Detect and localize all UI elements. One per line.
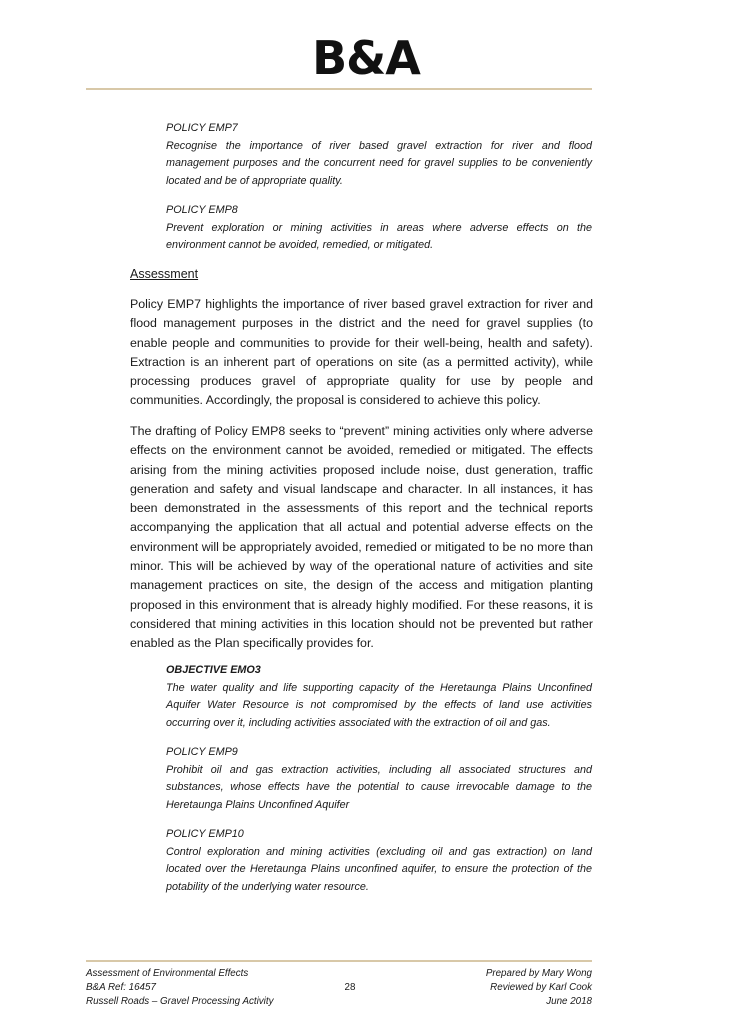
footer-prepared-by: Prepared by Mary Wong [485,968,592,979]
footer-project: Russell Roads – Gravel Processing Activity [86,995,274,1007]
assessment-heading: Assessment [130,267,199,281]
policy-emp8-block [166,202,592,255]
objective-emo3-text: The water quality and life supporting capacity of the Heretaunga Plains Unconfined Aquifer Water Resource is not compromised by the effects of land use activities occurring over it, including activities associated with the extraction of oil and gas. [166,681,592,729]
objective-emo3-heading: OBJECTIVE EMO3 [166,664,261,676]
assessment-paragraph-1: Policy EMP7 highlights the importance of river based gravel extraction for river and flood management purposes in the district and the need for gravel supplies (to enable people and communities to provide for their well-being, health and safety). Extraction is an inherent part of operations on site (as a permitted activity), while processing produces gravel of appropriate quality for use by people and communities. Accordingly, the proposal is considered to achieve this policy. [130,297,593,408]
footer-right [486,967,592,1008]
policy-emp8-heading: POLICY EMP8 [166,204,238,216]
policy-emp7-heading: POLICY EMP7 [166,122,238,134]
policy-emp9-heading: POLICY EMP9 [166,746,238,758]
header-divider [86,88,592,90]
assessment-paragraph-2: The drafting of Policy EMP8 seeks to “prevent” mining activities only where adverse effects on the environment cannot be avoided, remedied or mitigated. The effects arising from the mining activities proposed include noise, dust generation, traffic generation and safety and visual landscape and character. In all instances, it has been demonstrated in the assessments of this report and the technical reports accompanying the application that all actual and potential adverse effects on the environment will be appropriately avoided, remedied or mitigated to be no more than minor. This will be achieved by way of the operational nature of activities and site management practices on site, the design of the access and mitigation planting proposed in this environment that is already highly modified. For these reasons, it is considered that mining activities in this location should not be prevented but rather enabled as the Plan specifically provides for. [130,424,593,651]
objective-emo3-block [166,662,592,732]
footer-reviewed-by: Reviewed by Karl Cook [490,981,592,993]
company-logo: B&A [312,31,420,85]
policy-emp10-heading: POLICY EMP10 [166,828,244,840]
policy-emp9-block [166,744,592,814]
policy-emp10-text: Control exploration and mining activities (excluding oil and gas extraction) on land located over the Heretaunga Plains unconfined aquifer, to ensure the protection of the potability of the underlying water resource. [166,845,592,893]
policy-emp9-text: Prohibit oil and gas extraction activities, including all associated structures and substances, whose effects have the potential to cause irrevocable damage to the Heretaunga Plains Unconfined Aquifer [166,763,592,811]
footer-document-title: Assessment of Environmental Effects [86,968,249,979]
footer-reference: B&A Ref: 16457 [86,981,156,993]
policy-emp8-text: Prevent exploration or mining activities in areas where adverse effects on the environment cannot be avoided, remedied, or mitigated. [166,221,592,251]
policy-emp10-block [166,826,592,896]
policy-emp7-text: Recognise the importance of river based gravel extraction for river and flood management purposes and the concurrent need for gravel supplies to be conveniently located and be of appropriate quality. [166,139,592,187]
page-number: 28 [344,982,356,993]
policy-emp7-block [166,120,592,190]
footer-date: June 2018 [546,995,592,1007]
footer-divider [86,960,592,962]
